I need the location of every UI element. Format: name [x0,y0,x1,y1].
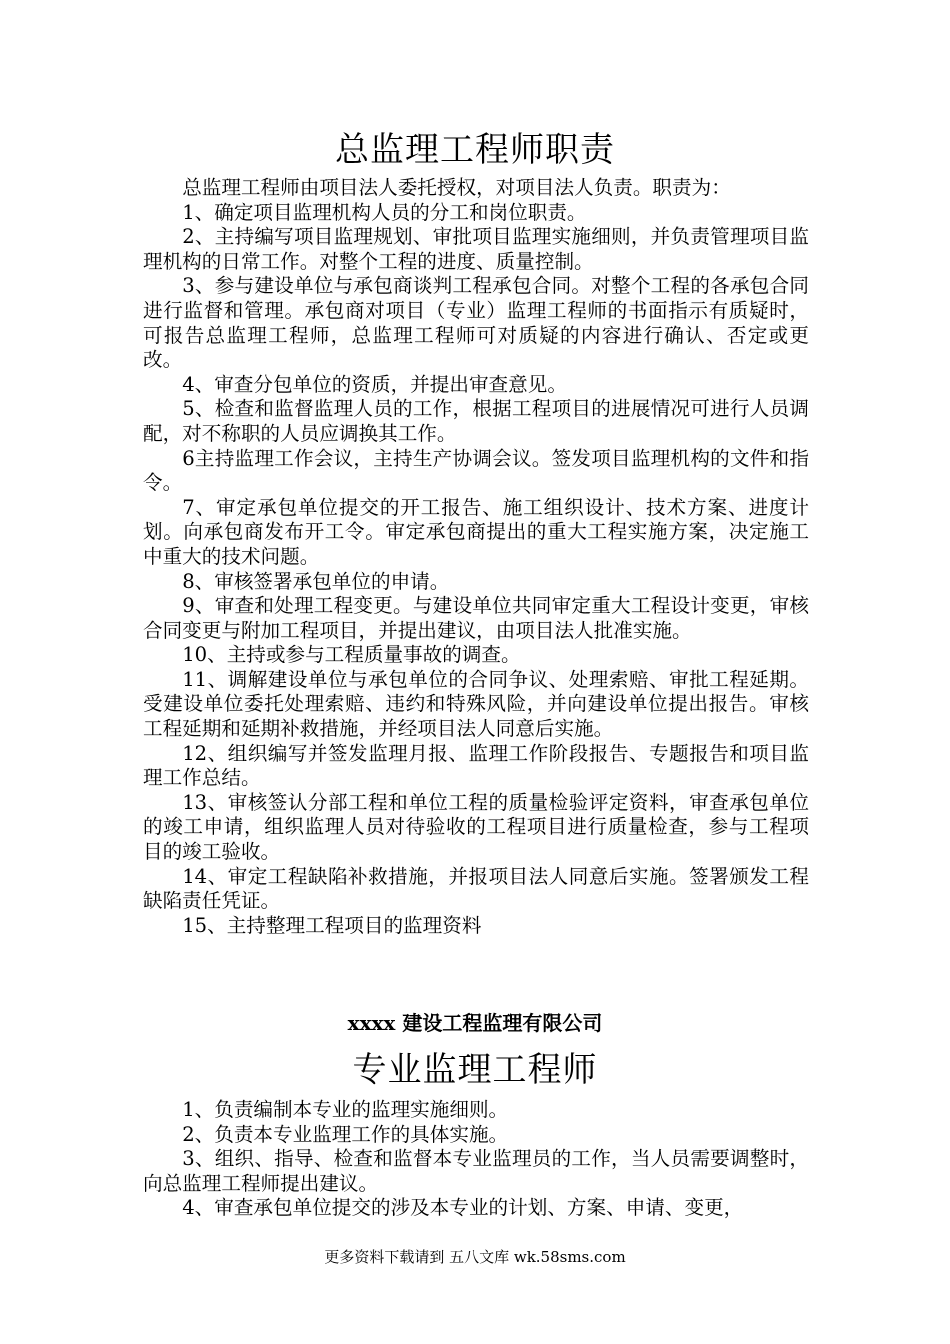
paragraph: 11、调解建设单位与承包单位的合同争议、处理索赔、审批工程延期。受建设单位委托处理索赔、违约和特殊风险，并向建设单位提出报告。审核工程延期和延期补救措施，并经项目法人同意后实施。 [143,667,809,741]
section-title: 专业监理工程师 [352,1050,598,1090]
paragraph: 9、审查和处理工程变更。与建设单位共同审定重大工程设计变更，审核合同变更与附加工程项目，并提出建议，由项目法人批准实施。 [143,594,809,642]
document-title: 总监理工程师职责 [335,130,615,170]
paragraph: 15、主持整理工程项目的监理资料 [182,913,482,937]
section-chief-engineer-duties [143,176,809,938]
paragraph: 1、负责编制本专业的监理实施细则。 [182,1098,509,1121]
paragraph: 3、组织、指导、检查和监督本专业监理员的工作，当人员需要调整时，向总监理工程师提出建议。 [143,1147,809,1195]
paragraph: 1、确定项目监理机构人员的分工和岗位职责。 [182,200,587,224]
paragraph: 4、审查分包单位的资质，并提出审查意见。 [182,372,567,396]
footer-download-note: 更多资料下载请到 五八文库 wk.58sms.com [324,1248,626,1266]
paragraph: 6主持监理工作会议，主持生产协调会议。签发项目监理机构的文件和指令。 [143,446,809,495]
section-specialist-engineer-duties [143,1098,809,1221]
paragraph: 8、审核签署承包单位的申请。 [182,569,450,593]
company-name: xxxx 建设工程监理有限公司 [347,1011,603,1035]
paragraph: 5、检查和监督监理人员的工作，根据工程项目的进展情况可进行人员调配，对不称职的人员应调换其工作。 [143,397,809,445]
paragraph: 12、组织编写并签发监理月报、监理工作阶段报告、专题报告和项目监理工作总结。 [143,741,809,790]
paragraph: 4、审查承包单位提交的涉及本专业的计划、方案、申请、变更， [182,1196,744,1220]
paragraph: 2、主持编写项目监理规划、审批项目监理实施细则，并负责管理项目监理机构的日常工作。对整个工程的进度、质量控制。 [143,225,809,273]
paragraph: 2、负责本专业监理工作的具体实施。 [182,1122,509,1146]
paragraph: 13、审核签认分部工程和单位工程的质量检验评定资料，审查承包单位的竣工申请，组织监理人员对待验收的工程项目进行质量检查，参与工程项目的竣工验收。 [143,790,809,864]
paragraph: 总监理工程师由项目法人委托授权，对项目法人负责。职责为： [182,176,731,199]
paragraph: 10、主持或参与工程质量事故的调查。 [182,643,521,667]
paragraph: 3、参与建设单位与承包商谈判工程承包合同。对整个工程的各承包合同进行监督和管理。承包商对项目（专业）监理工程师的书面指示有质疑时，可报告总监理工程师，总监理工程师可对质疑的内容进行确认、否定或更改。 [143,274,809,372]
paragraph: 14、审定工程缺陷补救措施，并报项目法人同意后实施。签署颁发工程缺陷责任凭证。 [143,864,809,913]
paragraph: 7、审定承包单位提交的开工报告、施工组织设计、技术方案、进度计划。向承包商发布开工令。审定承包商提出的重大工程实施方案，决定施工中重大的技术问题。 [143,495,809,568]
